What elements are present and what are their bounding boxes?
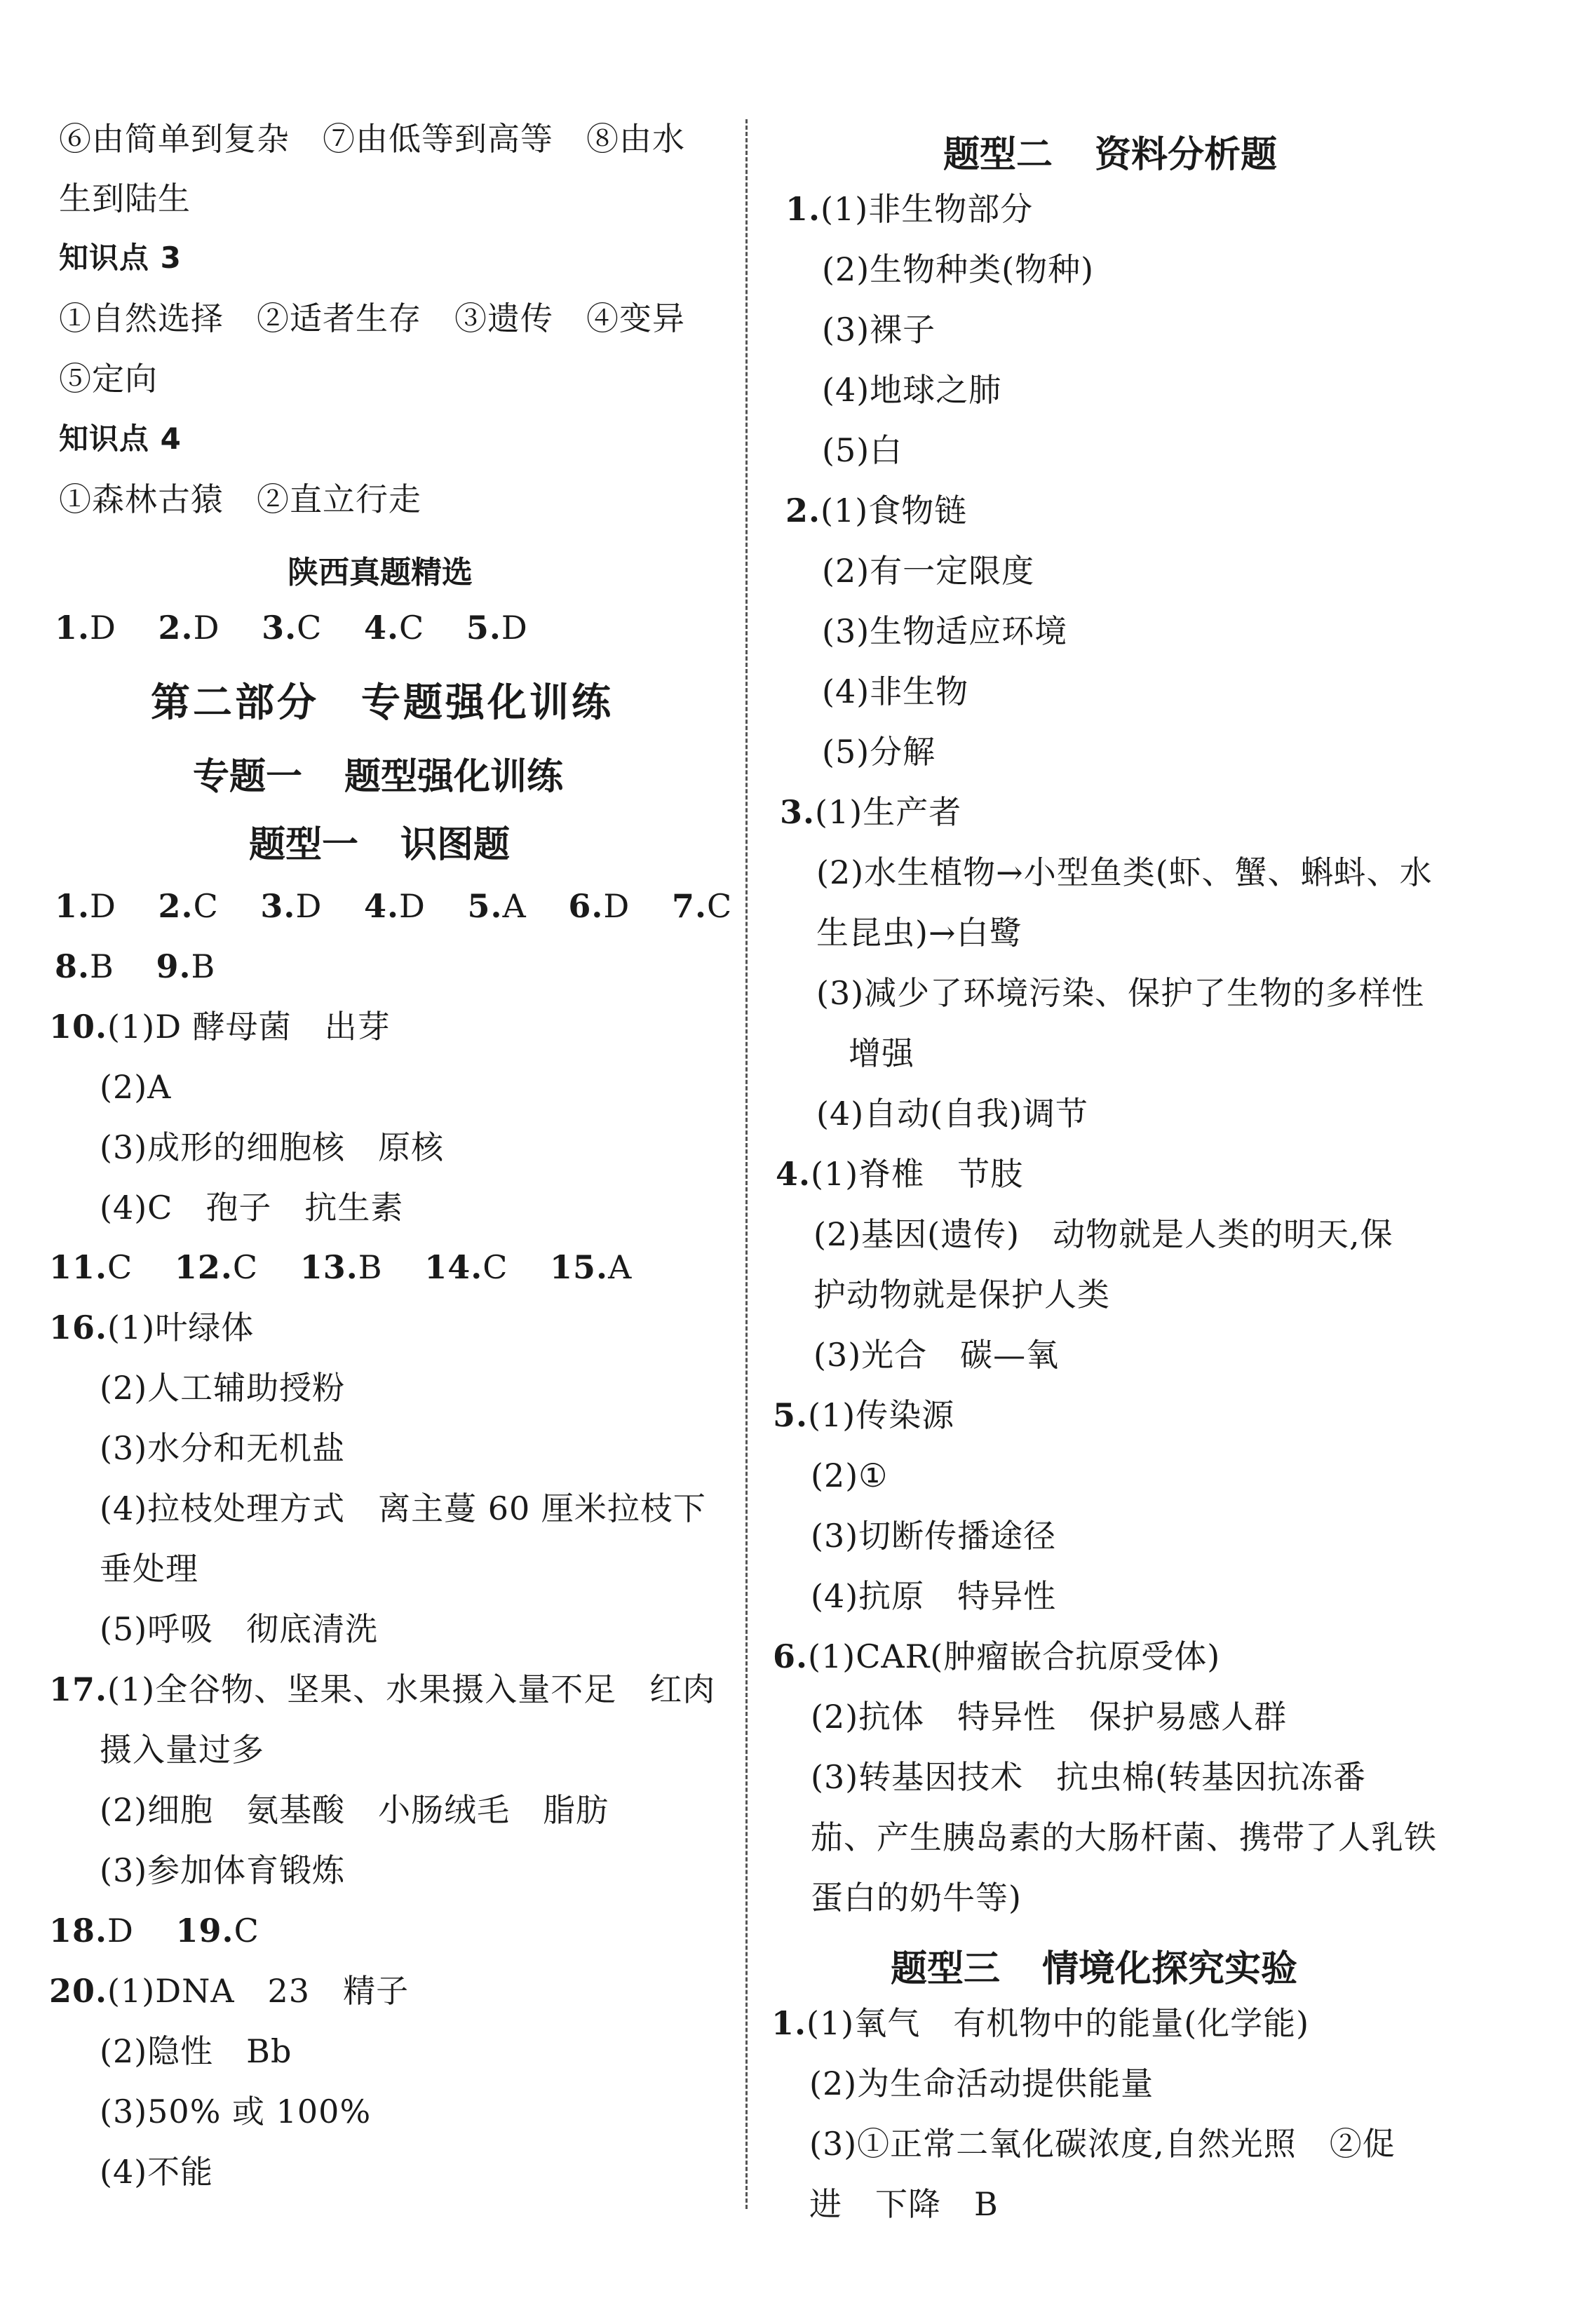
text-line: (2)为生命活动提供能量: [809, 2065, 1154, 2102]
text-line: (2)水生植物→小型鱼类(虾、蟹、蝌蚪、水: [816, 853, 1433, 891]
knowledge-point-3: 知识点 3: [59, 241, 182, 275]
question-1: 1.(1)非生物部分: [785, 190, 1034, 228]
answer-row: 1.D 2.D 3.C 4.C 5.D: [55, 609, 528, 647]
section-heading-shaanxi: 陕西真题精选: [288, 555, 473, 590]
text-line: (3)裸子: [822, 311, 936, 349]
text-line: (3)切断传播途径: [811, 1517, 1057, 1555]
text-line: 摄入量过多: [100, 1731, 264, 1769]
answer-row: 18.D 19.C: [49, 1912, 259, 1950]
text-line: (3)50% 或 100%: [100, 2093, 372, 2130]
type-heading: 题型一 识图题: [249, 824, 511, 866]
question-5: 5.(1)传染源: [773, 1396, 955, 1434]
text-line: (2)①: [811, 1457, 889, 1494]
text-line: (3)参加体育锻炼: [100, 1851, 346, 1889]
text-line: (2)基因(遗传) 动物就是人类的明天,保: [813, 1215, 1393, 1253]
text-line: (3)转基因技术 抗虫棉(转基因抗冻番: [811, 1758, 1367, 1796]
question-6: 6.(1)CAR(肿瘤嵌合抗原受体): [773, 1637, 1221, 1675]
answer-row: 11.C 12.C 13.B 14.C 15.A: [49, 1248, 633, 1286]
text-line: (2)生物种类(物种): [822, 250, 1095, 288]
text-line: 增强: [849, 1034, 914, 1072]
text-line: (3)生物适应环境: [822, 612, 1068, 650]
question-2: 2.(1)食物链: [785, 492, 968, 529]
text-line: ①森林古猿 ②直立行走: [59, 480, 421, 518]
question-3: 3.(1)生产者: [780, 793, 962, 831]
text-line: (2)人工辅助授粉: [100, 1369, 346, 1407]
answer-row: 1.D 2.C 3.D 4.D 5.A 6.D 7.C: [55, 887, 733, 925]
text-line: (2)隐性 Bb: [100, 2032, 292, 2070]
question-17: 17.(1)全谷物、坚果、水果摄入量不足 红肉: [49, 1670, 716, 1708]
text-line: (5)分解: [822, 733, 936, 771]
text-line: (4)C 孢子 抗生素: [100, 1189, 404, 1227]
question-4: 4.(1)脊椎 节肢: [776, 1155, 1024, 1193]
column-divider: [745, 119, 748, 2209]
type-heading: 题型三 情境化探究实验: [891, 1948, 1298, 1990]
question-10: 10.(1)D 酵母菌 出芽: [49, 1008, 391, 1046]
text-line: 生到陆生: [59, 180, 191, 217]
text-line: (2)A: [100, 1068, 172, 1106]
answer-row: 8.B 9.B: [55, 947, 216, 985]
text-line: 进 下降 B: [809, 2185, 999, 2223]
text-line: (4)不能: [100, 2153, 214, 2191]
text-line: (5)白: [822, 431, 903, 469]
text-line: (2)抗体 特异性 保护易感人群: [811, 1698, 1288, 1736]
text-line: (4)抗原 特异性: [811, 1577, 1057, 1615]
text-line: 生昆虫)→白鹭: [816, 914, 1022, 952]
text-line: 蛋白的奶牛等): [811, 1879, 1022, 1917]
text-line: ⑥由简单到复杂 ⑦由低等到高等 ⑧由水: [59, 120, 685, 158]
knowledge-point-4: 知识点 4: [59, 421, 182, 456]
question-16: 16.(1)叶绿体: [49, 1309, 255, 1346]
text-line: (3)成形的细胞核 原核: [100, 1128, 445, 1166]
text-line: (4)拉枝处理方式 离主蔓 60 厘米拉枝下: [100, 1489, 706, 1527]
text-line: ①自然选择 ②适者生存 ③遗传 ④变异: [59, 299, 685, 337]
text-line: (2)细胞 氨基酸 小肠绒毛 脂肪: [100, 1791, 609, 1829]
text-line: 护动物就是保护人类: [813, 1276, 1110, 1313]
text-line: (3)①正常二氧化碳浓度,自然光照 ②促: [809, 2125, 1396, 2163]
type-heading: 题型二 资料分析题: [943, 134, 1278, 176]
text-line: (5)呼吸 彻底清洗: [100, 1610, 379, 1648]
question-1-experiment: 1.(1)氧气 有机物中的能量(化学能): [771, 2004, 1310, 2042]
part-heading: 第二部分 专题强化训练: [151, 680, 614, 726]
text-line: (3)减少了环境污染、保护了生物的多样性: [816, 974, 1425, 1012]
text-line: (4)非生物: [822, 673, 969, 710]
topic-heading: 专题一 题型强化训练: [193, 756, 564, 798]
text-line: 茄、产生胰岛素的大肠杆菌、携带了人乳铁: [811, 1818, 1437, 1856]
text-line: ⑤定向: [59, 360, 158, 398]
text-line: (3)光合 碳—氧: [813, 1336, 1060, 1374]
question-20: 20.(1)DNA 23 精子: [49, 1972, 410, 2010]
text-line: (4)地球之肺: [822, 371, 1002, 409]
text-line: (3)水分和无机盐: [100, 1429, 346, 1467]
text-line: (4)自动(自我)调节: [816, 1095, 1089, 1133]
text-line: 垂处理: [100, 1550, 198, 1588]
text-line: (2)有一定限度: [822, 552, 1035, 590]
